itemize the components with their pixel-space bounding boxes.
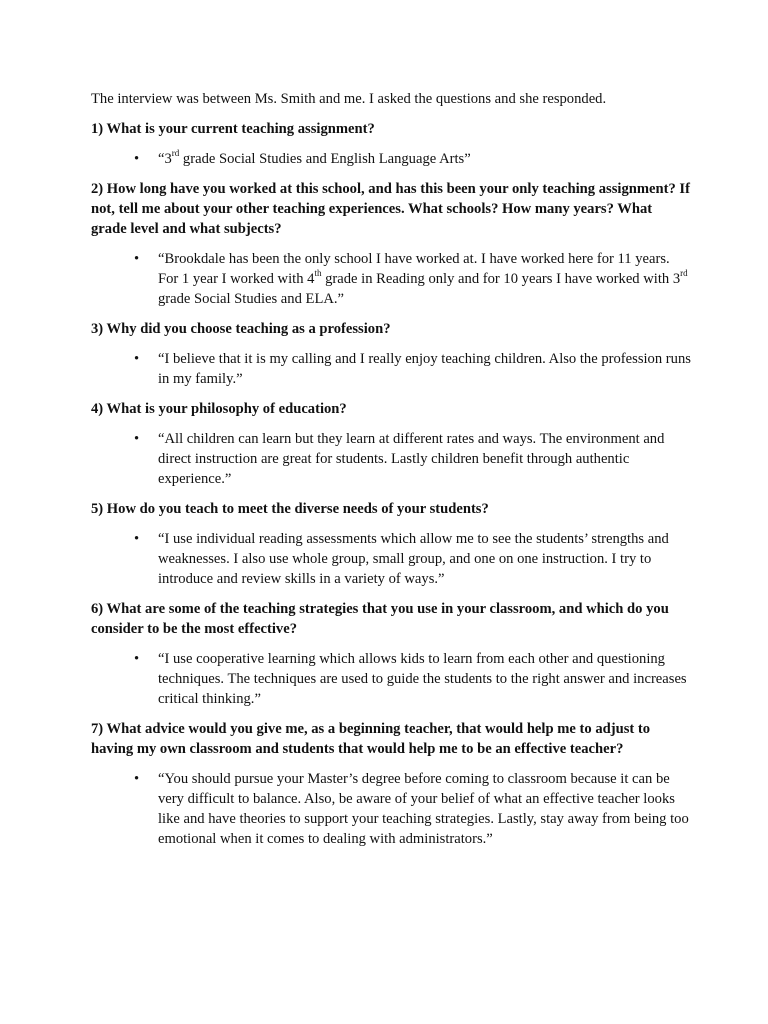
bullet-icon: • [134,351,140,367]
ordinal-superscript: rd [680,268,688,279]
answer-item [91,649,691,709]
answer-item [91,769,691,849]
intro-paragraph: The interview was between Ms. Smith and me. I asked the questions and she responded. [91,91,607,107]
question-heading: 6) What are some of the teaching strategies that you use in your classroom, and which do you consider to be the most effective? [91,601,669,637]
ordinal-superscript: th [314,268,322,279]
answer-item [91,249,691,309]
bullet-icon: • [134,251,140,267]
ordinal-superscript: rd [171,148,180,159]
answer-list [91,149,691,169]
document-page [91,89,691,859]
answer-item [91,149,691,169]
question-heading: 5) How do you teach to meet the diverse needs of your students? [91,501,489,517]
answer-text: “Brookdale has been the only school I have worked at. I have worked here for 11 years. For 1 year I worked with 4th grade in Reading only and for 10 years I have worked with 3rd grade Social Studies and ELA.” [158,251,688,307]
answer-list [91,349,691,389]
question-heading: 7) What advice would you give me, as a beginning teacher, that would help me to adjust to having my own classroom and students that would help me to be an effective teacher? [91,721,651,757]
question-heading: 1) What is your current teaching assignment? [91,121,375,137]
bullet-icon: • [134,151,140,167]
answer-text: “You should pursue your Master’s degree before coming to classroom because it can be very difficult to balance. Also, be aware of your belief of what an effective teacher looks like and have theories to support your teaching strategies. Lastly, stay away from being too emotional when it comes to dealing with administrators.” [158,771,689,847]
answer-list [91,649,691,709]
answer-text: “3rd grade Social Studies and English Language Arts” [158,148,471,167]
bullet-icon: • [134,771,140,787]
answer-text: “All children can learn but they learn at different rates and ways. The environment and direct instruction are great for students. Lastly children benefit through authentic experience.” [158,431,665,487]
answer-item [91,529,691,589]
answer-text: “I use individual reading assessments which allow me to see the students’ strengths and weaknesses. I also use whole group, small group, and one on one instruction. I try to introduce and review skills in a variety of ways.” [158,531,669,587]
question-heading: 3) Why did you choose teaching as a profession? [91,321,391,337]
answer-list [91,769,691,849]
answer-text: “I believe that it is my calling and I really enjoy teaching children. Also the profession runs in my family.” [158,351,691,387]
bullet-icon: • [134,531,140,547]
answer-list [91,249,691,309]
bullet-icon: • [134,431,140,447]
answer-text: “I use cooperative learning which allows kids to learn from each other and questioning techniques. The techniques are used to guide the students to the right answer and increases critical thinking.” [158,651,687,707]
qa-list [91,119,691,849]
bullet-icon: • [134,651,140,667]
answer-list [91,529,691,589]
answer-item [91,429,691,489]
answer-list [91,429,691,489]
question-heading: 2) How long have you worked at this school, and has this been your only teaching assignment? If not, tell me about your other teaching experiences. What schools? How many years? What grade level and what subjects? [91,181,690,237]
answer-item [91,349,691,389]
question-heading: 4) What is your philosophy of education? [91,401,347,417]
